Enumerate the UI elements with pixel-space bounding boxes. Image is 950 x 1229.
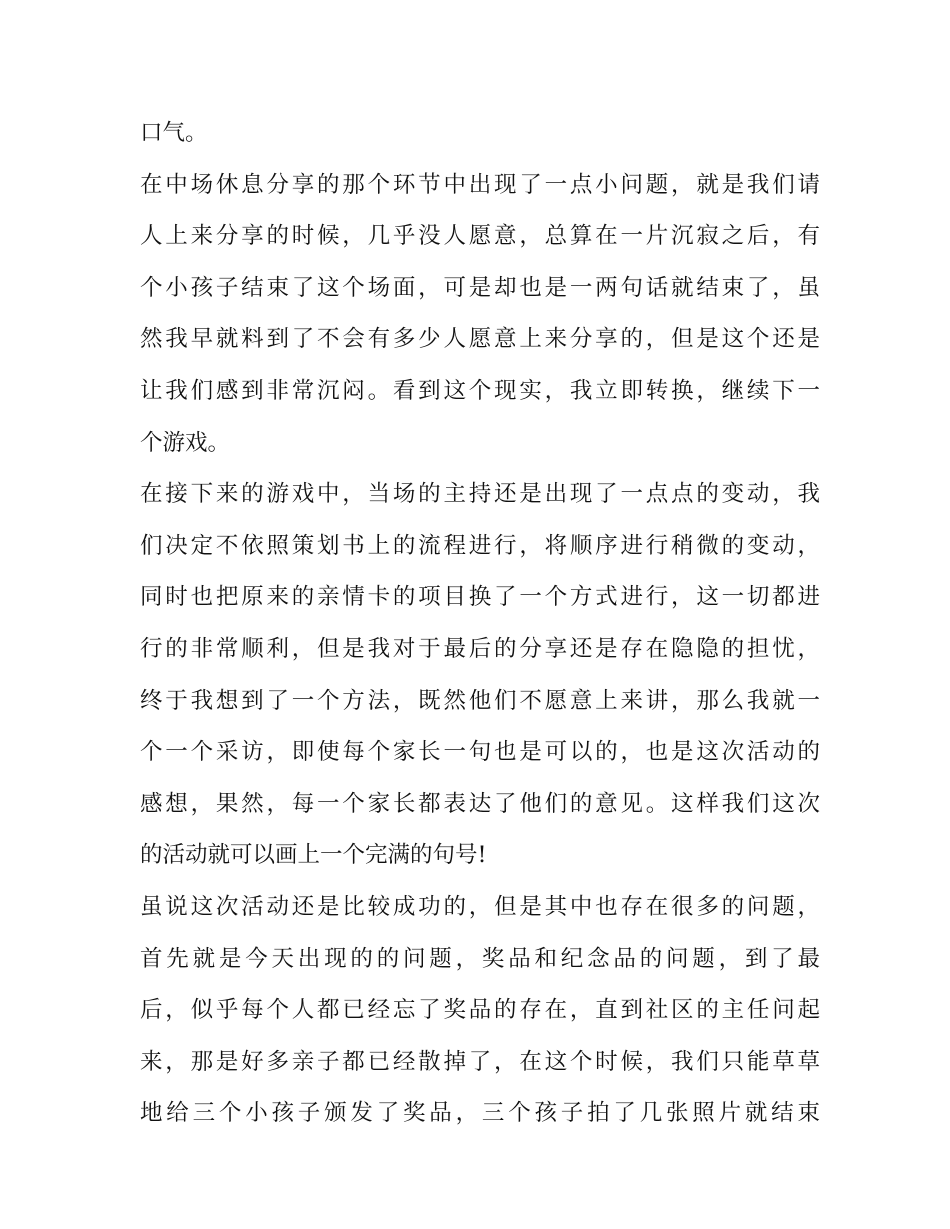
text-line: 人上来分享的时候，几乎没人愿意，总算在一片沉寂之后，有 [140, 223, 820, 250]
text-line: 首先就是今天出现的的问题，奖品和纪念品的问题，到了最 [140, 945, 820, 972]
body-text [140, 108, 820, 1140]
text-line: 口气。 [140, 120, 208, 146]
text-line: 个游戏。 [140, 429, 231, 456]
text-line: 个小孩子结束了这个场面，可是却也是一两句话就结束了，虽 [140, 274, 820, 301]
text-line: 终于我想到了一个方法，既然他们不愿意上来讲，那么我就一 [140, 687, 820, 714]
text-line: 来，那是好多亲子都已经散掉了，在这个时候，我们只能草草 [140, 1048, 820, 1075]
text-line: 个一个采访，即使每个家长一句也是可以的，也是这次活动的 [140, 739, 820, 766]
text-line: 然我早就料到了不会有多少人愿意上来分享的，但是这个还是 [140, 326, 820, 353]
text-line: 同时也把原来的亲情卡的项目换了一个方式进行，这一切都进 [140, 584, 820, 611]
text-line: 地给三个小孩子颁发了奖品，三个孩子拍了几张照片就结束 [140, 1100, 820, 1127]
text-line: 让我们感到非常沉闷。看到这个现实，我立即转换，继续下一 [140, 377, 820, 404]
text-line: 行的非常顺利，但是我对于最后的分享还是存在隐隐的担忧， [140, 635, 820, 662]
text-line: 的活动就可以画上一个完满的句号! [140, 842, 487, 869]
text-line: 在接下来的游戏中，当场的主持还是出现了一点点的变动，我 [140, 481, 820, 508]
text-line: 们决定不依照策划书上的流程进行，将顺序进行稍微的变动， [140, 532, 820, 559]
text-line: 虽说这次活动还是比较成功的，但是其中也存在很多的问题， [140, 893, 820, 920]
text-line: 在中场休息分享的那个环节中出现了一点小问题，就是我们请 [140, 171, 820, 198]
text-line: 后，似乎每个人都已经忘了奖品的存在，直到社区的主任问起 [140, 997, 820, 1024]
text-line: 感想，果然，每一个家长都表达了他们的意见。这样我们这次 [140, 790, 820, 817]
